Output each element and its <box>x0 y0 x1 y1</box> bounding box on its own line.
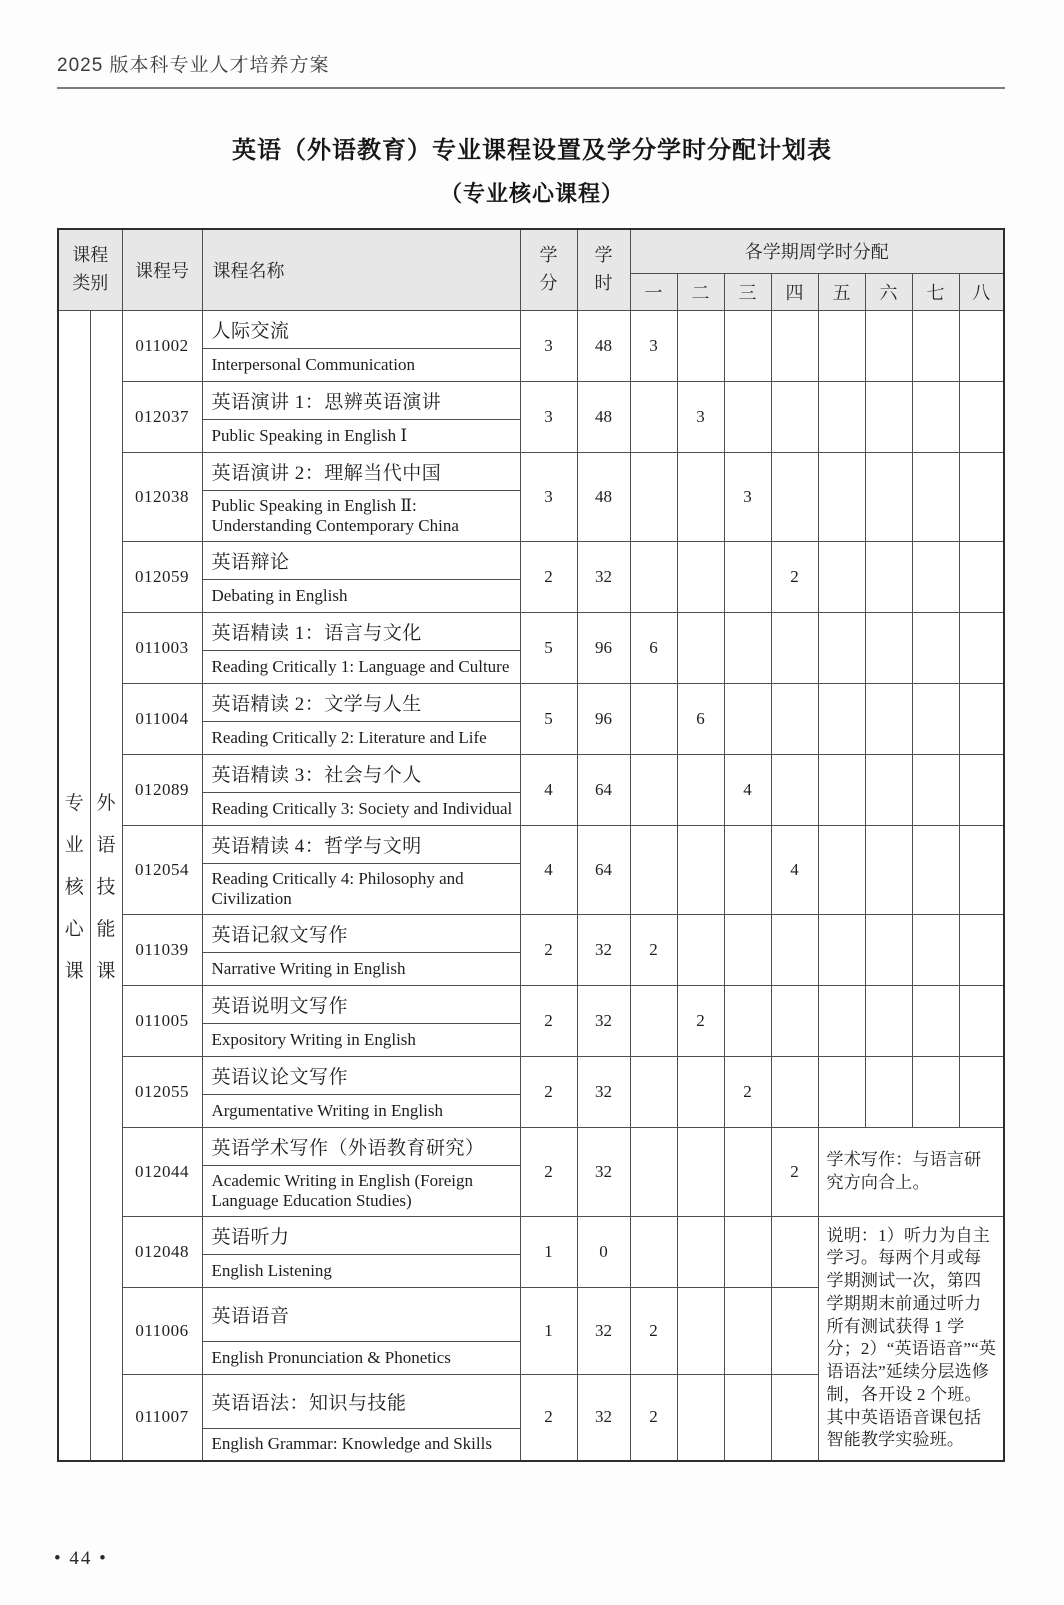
course-no: 012055 <box>122 1056 202 1127</box>
col-header-credits <box>520 229 577 310</box>
sem-1-value: 6 <box>630 612 677 683</box>
page-title: 英语（外语教育）专业课程设置及学分学时分配计划表 <box>232 137 832 164</box>
sem-6-value <box>865 381 912 452</box>
hours-value: 32 <box>577 1287 630 1374</box>
category-inner-char: 课 <box>96 960 116 982</box>
category-inner <box>90 310 122 1461</box>
credits-value: 5 <box>520 683 577 754</box>
hours-value: 32 <box>577 914 630 985</box>
course-row-cn <box>58 310 1004 348</box>
course-no: 011004 <box>122 683 202 754</box>
sem-2-value <box>677 541 724 612</box>
sem-2-value: 3 <box>677 381 724 452</box>
course-name-cn: 英语精读 3：社会与个人 <box>202 754 520 792</box>
col-header-sem-8: 八 <box>959 273 1004 310</box>
sem-7-value <box>912 541 959 612</box>
course-table <box>57 228 1005 1462</box>
sem-1-value: 2 <box>630 1287 677 1374</box>
course-no: 012059 <box>122 541 202 612</box>
hours-value: 96 <box>577 683 630 754</box>
sem-4-value <box>771 1287 818 1374</box>
sem-5-value <box>818 825 865 914</box>
sem-1-value <box>630 985 677 1056</box>
course-row-cn <box>58 754 1004 792</box>
sem-3-value: 4 <box>724 754 771 825</box>
sem-7-value <box>912 914 959 985</box>
hours-value: 64 <box>577 825 630 914</box>
sem-2-value <box>677 1287 724 1374</box>
col-header-hours-label: 学时 <box>594 244 613 293</box>
col-header-sem-3: 三 <box>724 273 771 310</box>
credits-value: 4 <box>520 754 577 825</box>
sem-1-value <box>630 381 677 452</box>
sem-4-value <box>771 1374 818 1461</box>
course-name-en: Narrative Writing in English <box>202 952 520 985</box>
sem-5-value <box>818 1056 865 1127</box>
course-name-cn: 英语语法：知识与技能 <box>202 1374 520 1428</box>
sem-3-value <box>724 914 771 985</box>
sem-2-value <box>677 310 724 381</box>
sem-6-value <box>865 985 912 1056</box>
credits-value: 2 <box>520 1056 577 1127</box>
table-head <box>58 229 1004 310</box>
course-name-en: Public Speaking in English Ⅱ: Understanding Contemporary China <box>202 490 520 541</box>
course-name-en: Expository Writing in English <box>202 1023 520 1056</box>
sem-8-value <box>959 1056 1004 1127</box>
sem-1-value <box>630 452 677 541</box>
course-no: 012044 <box>122 1127 202 1216</box>
note-academic-writing: 学术写作：与语言研究方向合上。 <box>818 1127 1004 1216</box>
col-header-course-name: 课程名称 <box>202 229 520 310</box>
hours-value: 48 <box>577 310 630 381</box>
sem-8-value <box>959 612 1004 683</box>
hours-value: 32 <box>577 985 630 1056</box>
course-no: 011002 <box>122 310 202 381</box>
col-header-hours <box>577 229 630 310</box>
course-no: 011006 <box>122 1287 202 1374</box>
course-name-en: English Grammar: Knowledge and Skills <box>202 1428 520 1461</box>
sem-7-value <box>912 825 959 914</box>
col-header-semester-group: 各学期周学时分配 <box>630 229 1004 273</box>
sem-6-value <box>865 825 912 914</box>
credits-value: 1 <box>520 1287 577 1374</box>
course-row-cn <box>58 985 1004 1023</box>
course-row-cn <box>58 612 1004 650</box>
sem-5-value <box>818 754 865 825</box>
course-name-en: Reading Critically 1: Language and Culture <box>202 650 520 683</box>
col-header-sem-2: 二 <box>677 273 724 310</box>
sem-2-value <box>677 1216 724 1287</box>
credits-value: 1 <box>520 1216 577 1287</box>
course-name-cn: 英语听力 <box>202 1216 520 1254</box>
sem-4-value <box>771 310 818 381</box>
sem-2-value <box>677 914 724 985</box>
course-name-cn: 英语辩论 <box>202 541 520 579</box>
sem-4-value: 2 <box>771 541 818 612</box>
sem-4-value <box>771 452 818 541</box>
header-rule <box>57 87 1005 89</box>
course-name-cn: 英语议论文写作 <box>202 1056 520 1094</box>
category-outer-label <box>59 788 90 983</box>
credits-value: 3 <box>520 310 577 381</box>
sem-2-value <box>677 754 724 825</box>
sem-8-value <box>959 825 1004 914</box>
note-listening: 说明：1）听力为自主学习。每两个月或每学期测试一次，第四学期期末前通过听力所有测试获得 1 学分；2）“英语语音”“英语语法”延续分层选修制，各开设 2 个班。其中英语语音课包括智能教学实验班。 <box>818 1216 1004 1461</box>
col-header-sem-5: 五 <box>818 273 865 310</box>
category-inner-char: 外 <box>96 792 116 814</box>
sem-3-value <box>724 1374 771 1461</box>
hours-value: 64 <box>577 754 630 825</box>
credits-value: 3 <box>520 381 577 452</box>
sem-4-value <box>771 612 818 683</box>
course-no: 011003 <box>122 612 202 683</box>
table-body <box>58 310 1004 1461</box>
course-row-cn <box>58 1056 1004 1094</box>
course-no: 012089 <box>122 754 202 825</box>
hours-value: 32 <box>577 1056 630 1127</box>
sem-1-value <box>630 683 677 754</box>
sem-5-value <box>818 541 865 612</box>
course-row-cn <box>58 1216 1004 1254</box>
course-no: 011007 <box>122 1374 202 1461</box>
sem-7-value <box>912 985 959 1056</box>
sem-2-value: 6 <box>677 683 724 754</box>
course-row-cn <box>58 683 1004 721</box>
course-name-en: Reading Critically 3: Society and Individual <box>202 792 520 825</box>
sem-1-value <box>630 754 677 825</box>
course-name-cn: 英语演讲 1：思辨英语演讲 <box>202 381 520 419</box>
hours-value: 96 <box>577 612 630 683</box>
col-header-sem-6: 六 <box>865 273 912 310</box>
credits-value: 2 <box>520 985 577 1056</box>
col-header-sem-4: 四 <box>771 273 818 310</box>
sem-3-value <box>724 683 771 754</box>
sem-5-value <box>818 612 865 683</box>
sem-7-value <box>912 612 959 683</box>
sem-6-value <box>865 310 912 381</box>
credits-value: 3 <box>520 452 577 541</box>
course-name-cn: 英语精读 1：语言与文化 <box>202 612 520 650</box>
course-row-cn <box>58 541 1004 579</box>
col-header-category-label: 课程类别 <box>72 244 109 293</box>
sem-1-value: 3 <box>630 310 677 381</box>
sem-4-value <box>771 1056 818 1127</box>
course-name-cn: 英语说明文写作 <box>202 985 520 1023</box>
sem-3-value <box>724 985 771 1056</box>
col-header-credits-label: 学分 <box>539 244 558 293</box>
sem-7-value <box>912 754 959 825</box>
hours-value: 48 <box>577 452 630 541</box>
header-row-top <box>58 229 1004 273</box>
sem-3-value <box>724 612 771 683</box>
col-header-course-no: 课程号 <box>122 229 202 310</box>
course-row-cn <box>58 825 1004 863</box>
course-name-cn: 人际交流 <box>202 310 520 348</box>
hours-value: 32 <box>577 541 630 612</box>
sem-3-value <box>724 825 771 914</box>
sem-4-value <box>771 914 818 985</box>
sem-2-value <box>677 1056 724 1127</box>
credits-value: 2 <box>520 1374 577 1461</box>
sem-6-value <box>865 914 912 985</box>
sem-2-value <box>677 1374 724 1461</box>
sem-3-value: 3 <box>724 452 771 541</box>
sem-2-value <box>677 612 724 683</box>
category-outer <box>58 310 90 1461</box>
credits-value: 5 <box>520 612 577 683</box>
sem-3-value: 2 <box>724 1056 771 1127</box>
sem-1-value <box>630 541 677 612</box>
sem-3-value <box>724 1216 771 1287</box>
credits-value: 2 <box>520 1127 577 1216</box>
course-name-cn: 英语精读 4：哲学与文明 <box>202 825 520 863</box>
sem-8-value <box>959 452 1004 541</box>
sem-4-value <box>771 754 818 825</box>
sem-8-value <box>959 541 1004 612</box>
category-outer-char: 业 <box>64 834 84 856</box>
sem-8-value <box>959 683 1004 754</box>
col-header-category <box>58 229 122 310</box>
course-name-en: Academic Writing in English (Foreign Language Education Studies) <box>202 1165 520 1216</box>
hours-value: 48 <box>577 381 630 452</box>
col-header-sem-7: 七 <box>912 273 959 310</box>
category-outer-char: 心 <box>64 918 84 940</box>
sem-8-value <box>959 381 1004 452</box>
credits-value: 4 <box>520 825 577 914</box>
sem-8-value <box>959 914 1004 985</box>
course-name-cn: 英语精读 2：文学与人生 <box>202 683 520 721</box>
category-inner-char: 能 <box>96 918 116 940</box>
sem-3-value <box>724 1127 771 1216</box>
col-header-sem-1: 一 <box>630 273 677 310</box>
course-no: 012038 <box>122 452 202 541</box>
sem-1-value: 2 <box>630 914 677 985</box>
hours-value: 32 <box>577 1374 630 1461</box>
category-inner-label <box>91 788 122 983</box>
sem-5-value <box>818 914 865 985</box>
sem-8-value <box>959 310 1004 381</box>
course-name-en: Reading Critically 2: Literature and Life <box>202 721 520 754</box>
course-no: 012054 <box>122 825 202 914</box>
hours-value: 0 <box>577 1216 630 1287</box>
page-subtitle: （专业核心课程） <box>439 181 624 206</box>
sem-7-value <box>912 683 959 754</box>
sem-3-value <box>724 310 771 381</box>
category-inner-char: 语 <box>96 834 116 856</box>
sem-6-value <box>865 1056 912 1127</box>
course-row-cn <box>58 381 1004 419</box>
sem-5-value <box>818 452 865 541</box>
credits-value: 2 <box>520 914 577 985</box>
sem-1-value <box>630 1127 677 1216</box>
sem-7-value <box>912 1056 959 1127</box>
credits-value: 2 <box>520 541 577 612</box>
sem-1-value: 2 <box>630 1374 677 1461</box>
course-name-en: English Pronunciation & Phonetics <box>202 1341 520 1374</box>
course-no: 012037 <box>122 381 202 452</box>
doc-header: 2025 版本科专业人才培养方案 <box>57 55 330 76</box>
course-no: 011039 <box>122 914 202 985</box>
sem-6-value <box>865 754 912 825</box>
course-name-cn: 英语语音 <box>202 1287 520 1341</box>
course-row-cn <box>58 1127 1004 1165</box>
sem-6-value <box>865 612 912 683</box>
course-row-cn <box>58 914 1004 952</box>
sem-4-value <box>771 381 818 452</box>
sem-6-value <box>865 683 912 754</box>
sem-5-value <box>818 985 865 1056</box>
course-name-cn: 英语记叙文写作 <box>202 914 520 952</box>
sem-5-value <box>818 310 865 381</box>
sem-2-value <box>677 452 724 541</box>
page-number: • 44 • <box>54 1548 108 1569</box>
sem-2-value <box>677 825 724 914</box>
sem-3-value <box>724 381 771 452</box>
sem-6-value <box>865 541 912 612</box>
sem-4-value: 2 <box>771 1127 818 1216</box>
course-name-en: Reading Critically 4: Philosophy and Civilization <box>202 863 520 914</box>
course-row-cn <box>58 452 1004 490</box>
sem-8-value <box>959 985 1004 1056</box>
sem-2-value <box>677 1127 724 1216</box>
course-name-en: Debating in English <box>202 579 520 612</box>
sem-7-value <box>912 452 959 541</box>
sem-1-value <box>630 825 677 914</box>
course-name-en: Argumentative Writing in English <box>202 1094 520 1127</box>
hours-value: 32 <box>577 1127 630 1216</box>
sem-2-value: 2 <box>677 985 724 1056</box>
course-no: 011005 <box>122 985 202 1056</box>
sem-7-value <box>912 310 959 381</box>
course-no: 012048 <box>122 1216 202 1287</box>
category-outer-char: 课 <box>64 960 84 982</box>
course-name-cn: 英语演讲 2：理解当代中国 <box>202 452 520 490</box>
category-inner-char: 技 <box>96 876 116 898</box>
category-outer-char: 核 <box>64 876 84 898</box>
sem-4-value <box>771 683 818 754</box>
sem-6-value <box>865 452 912 541</box>
sem-7-value <box>912 381 959 452</box>
sem-4-value <box>771 1216 818 1287</box>
sem-5-value <box>818 683 865 754</box>
sem-1-value <box>630 1056 677 1127</box>
sem-3-value <box>724 1287 771 1374</box>
sem-3-value <box>724 541 771 612</box>
course-name-en: Interpersonal Communication <box>202 348 520 381</box>
course-name-en: English Listening <box>202 1254 520 1287</box>
course-name-cn: 英语学术写作（外语教育研究） <box>202 1127 520 1165</box>
category-outer-char: 专 <box>64 792 84 814</box>
sem-8-value <box>959 754 1004 825</box>
sem-5-value <box>818 381 865 452</box>
sem-4-value <box>771 985 818 1056</box>
course-name-en: Public Speaking in English Ⅰ <box>202 419 520 452</box>
sem-1-value <box>630 1216 677 1287</box>
sem-4-value: 4 <box>771 825 818 914</box>
